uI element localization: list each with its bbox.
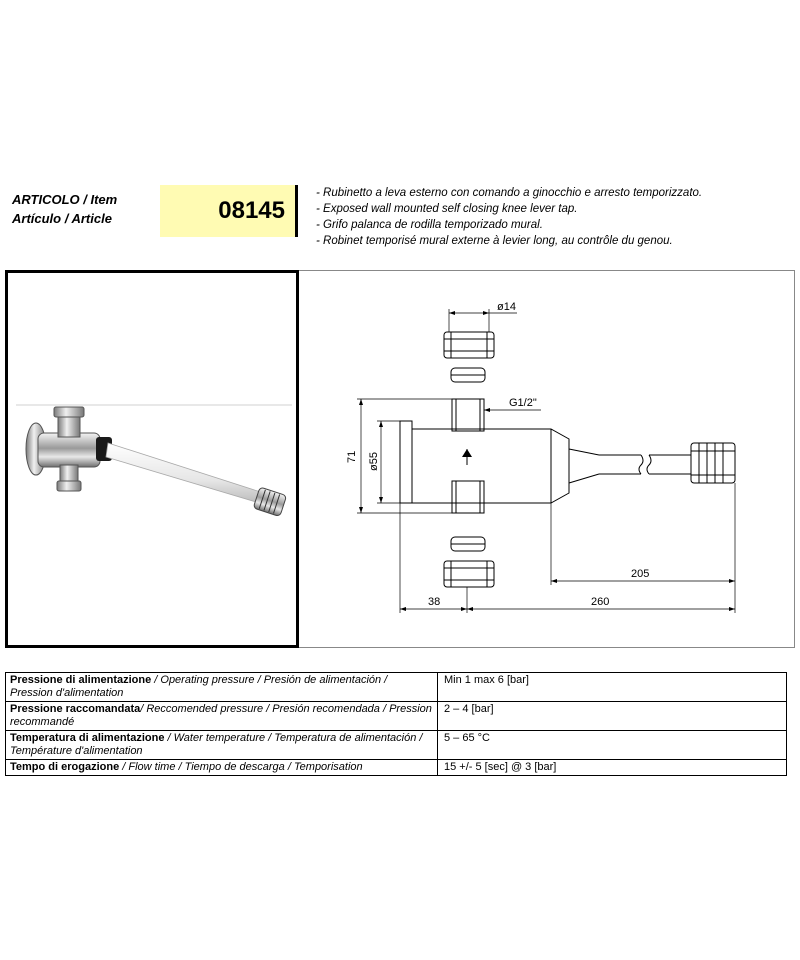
table-row bbox=[6, 673, 787, 702]
dim-length-205: 205 bbox=[631, 568, 650, 580]
dim-length-260: 260 bbox=[591, 596, 610, 608]
spec-value: 15 +/- 5 [sec] @ 3 [bar] bbox=[438, 760, 787, 776]
table-row bbox=[6, 760, 787, 776]
bottom-cap-nut bbox=[444, 561, 494, 587]
technical-drawing bbox=[299, 271, 794, 647]
spec-value: 5 – 65 °C bbox=[438, 731, 787, 760]
dim-diameter-14: ø14 bbox=[497, 301, 516, 313]
table-row bbox=[6, 702, 787, 731]
spec-label-bold: Temperatura di alimentazione bbox=[10, 732, 165, 744]
description-line: - Rubinetto a leva esterno con comando a ginocchio e arresto temporizzato. bbox=[316, 187, 703, 199]
dim-height-71: 71 bbox=[346, 450, 358, 463]
article-label-line2: Artículo / Article bbox=[12, 211, 112, 226]
dim-diameter-55: ø55 bbox=[368, 452, 380, 471]
spec-value: Min 1 max 6 [bar] bbox=[438, 673, 787, 702]
article-code-box bbox=[160, 185, 298, 237]
article-label-line1: ARTICOLO / Item bbox=[12, 192, 118, 207]
product-photo bbox=[8, 273, 296, 645]
top-cap-nut bbox=[444, 332, 494, 358]
spec-label-translations: / Flow time / Tiempo de descarga / Temporisation bbox=[119, 761, 363, 773]
dim-thread-g12: G1/2" bbox=[509, 397, 537, 409]
technical-drawing-frame bbox=[299, 270, 795, 648]
description-line: - Exposed wall mounted self closing knee lever tap. bbox=[316, 203, 578, 215]
table-row bbox=[6, 731, 787, 760]
product-photo-frame bbox=[5, 270, 299, 648]
spec-label-bold: Tempo di erogazione bbox=[10, 761, 120, 773]
description-line: - Grifo palanca de rodilla temporizado mural. bbox=[316, 219, 543, 231]
spec-label-translations: / Reccomended pressure / Presión recomendada / Pression recommandé bbox=[10, 703, 432, 728]
dim-offset-38: 38 bbox=[428, 596, 441, 608]
article-label-block bbox=[12, 190, 162, 228]
spec-value: 2 – 4 [bar] bbox=[438, 702, 787, 731]
specifications-table bbox=[5, 672, 787, 776]
article-code: 08145 bbox=[218, 197, 285, 224]
spec-label-bold: Pressione raccomandata bbox=[10, 703, 141, 715]
product-descriptions bbox=[316, 185, 786, 249]
spec-label-bold: Pressione di alimentazione bbox=[10, 674, 152, 686]
spec-label-translations: / Water temperature / Temperatura de alimentación / Température d'alimentation bbox=[10, 732, 423, 757]
description-line: - Robinet temporisé mural externe à levier long, au contrôle du genou. bbox=[316, 235, 673, 247]
spec-label-translations: / Operating pressure / Presión de alimentación / Pression d'alimentation bbox=[10, 674, 388, 699]
